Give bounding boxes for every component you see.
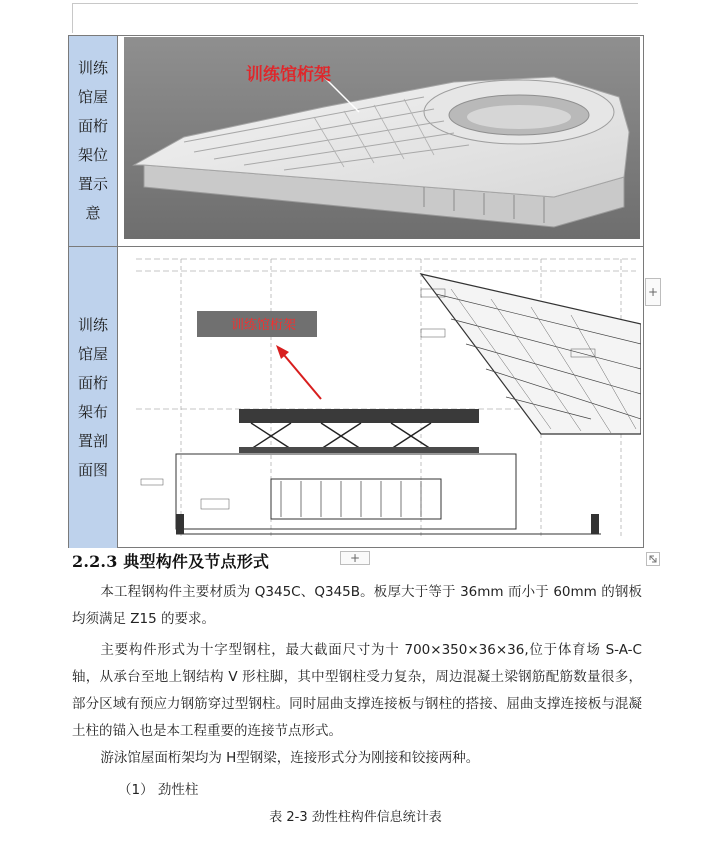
section-callout-label: 训练馆桁架 xyxy=(231,318,297,333)
section-heading: 2.2.3 典型构件及节点形式 xyxy=(72,552,270,571)
header-rule xyxy=(72,3,638,4)
column-divider xyxy=(117,36,118,547)
paragraph-member-form: 主要构件形式为十字型钢柱，最大截面尺寸为十 700×350×36×36,位于体育场 S-A-C 轴，从承台至地上钢结构 V 形柱脚，其中型钢柱受力复杂，周边混凝土梁钢筋配筋数量很多，部分区域有预应力钢筋穿过型钢柱。同时屈曲支撑连接板与钢柱的搭接、屈曲支撑连接板与混凝土柱的锚入也是本工程重要的连接节点形式。 xyxy=(72,642,642,739)
label-text-section: 训练馆屋面桁架布置剖面图 xyxy=(77,315,108,479)
label-cell-position xyxy=(69,36,117,246)
header-margin-mark xyxy=(72,3,73,33)
table-caption: 表 2-3 劲性柱构件信息统计表 xyxy=(269,810,442,825)
roof-truss-section-drawing xyxy=(121,249,641,545)
list-item-composite-column: （1） 劲性柱 xyxy=(118,782,199,798)
figure-table xyxy=(68,35,644,548)
paragraph-material: 本工程钢构件主要材质为 Q345C、Q345B。板厚大于等于 36mm 而小于 60mm 的钢板均须满足 Z15 的要求。 xyxy=(72,584,642,627)
add-row-button[interactable]: + xyxy=(340,551,370,565)
table-resize-icon[interactable] xyxy=(646,552,660,566)
label-text-position: 训练馆屋面桁架位置示意 xyxy=(77,59,108,222)
render-callout-label: 训练馆桁架 xyxy=(246,65,331,85)
paragraph-swimming-truss: 游泳馆屋面桁架均为 H型钢梁，连接形式分为刚接和铰接两种。 xyxy=(100,750,480,766)
label-cell-section xyxy=(69,247,117,548)
roof-truss-render-image xyxy=(124,37,640,239)
row-divider xyxy=(69,246,643,247)
add-column-button[interactable]: + xyxy=(645,278,661,306)
